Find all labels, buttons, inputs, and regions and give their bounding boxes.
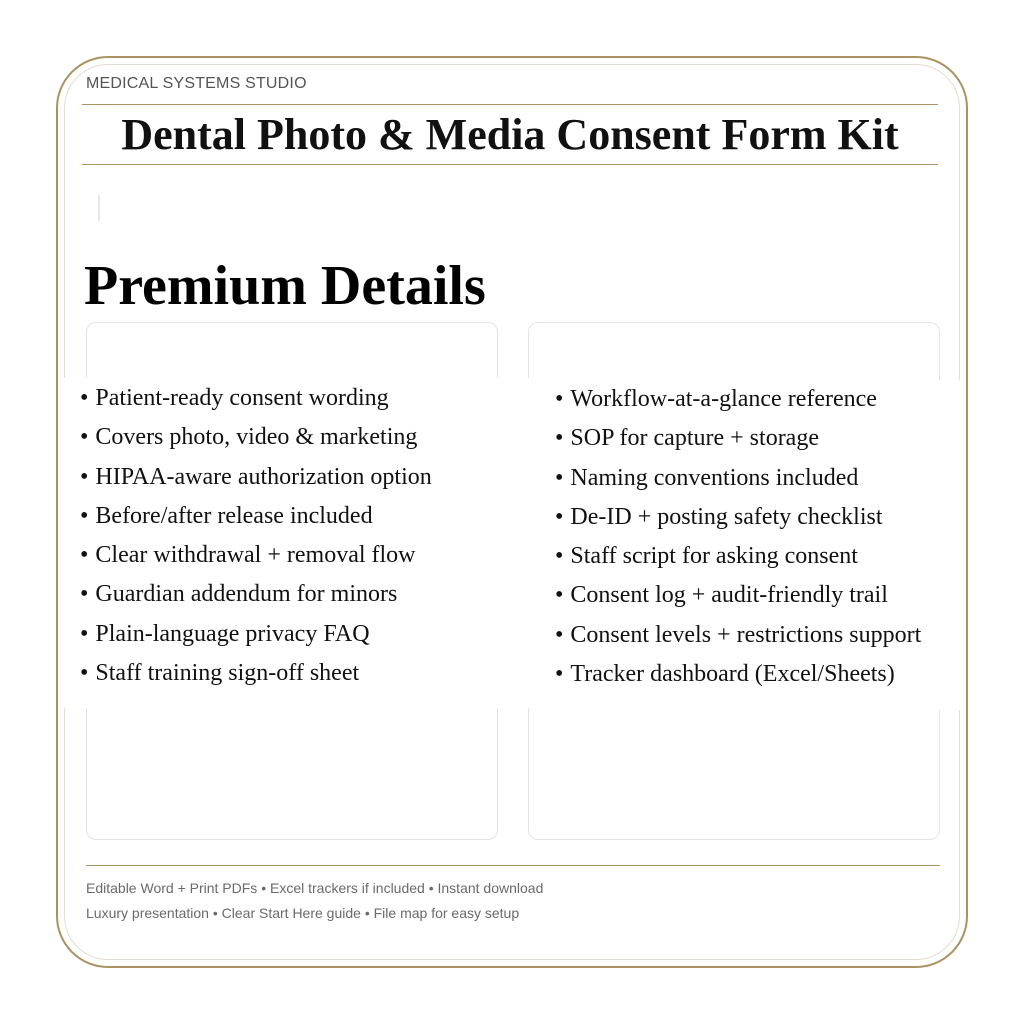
footer-line-1: Editable Word + Print PDFs • Excel trackers if included • Instant download (86, 880, 544, 896)
feature-text: Naming conventions included (570, 464, 859, 491)
feature-text: Covers photo, video & marketing (95, 424, 418, 451)
feature-text: Staff training sign-off sheet (95, 660, 360, 687)
list-item (80, 654, 432, 693)
list-item (555, 576, 921, 615)
feature-text: Consent levels + restrictions support (570, 621, 922, 648)
footer-line-2: Luxury presentation • Clear Start Here guide • File map for easy setup (86, 905, 520, 921)
feature-text: Staff script for asking consent (570, 543, 858, 570)
list-item (80, 536, 432, 575)
list-item (555, 380, 921, 419)
bullet: • (80, 424, 89, 451)
list-item (80, 575, 432, 614)
bullet: • (555, 582, 564, 609)
bullet: • (80, 660, 89, 687)
decorative-tick (98, 195, 100, 221)
feature-text: Guardian addendum for minors (95, 581, 398, 608)
bullet: • (555, 425, 564, 452)
bullet: • (555, 621, 564, 648)
bullet: • (80, 620, 89, 647)
section-heading: Premium Details (84, 255, 486, 317)
bullet: • (80, 385, 89, 411)
list-item (555, 459, 921, 498)
list-item (555, 498, 921, 537)
list-item (80, 458, 432, 497)
feature-text: De-ID + posting safety checklist (570, 503, 883, 530)
left-feature-list (80, 379, 432, 693)
feature-text: Tracker dashboard (Excel/Sheets) (570, 661, 895, 688)
bullet: • (80, 463, 89, 490)
feature-text: Before/after release included (95, 502, 373, 529)
header-top-divider (82, 104, 938, 105)
list-item (555, 537, 921, 576)
bullet: • (555, 464, 564, 491)
right-feature-list (555, 380, 921, 694)
feature-text: Clear withdrawal + removal flow (95, 542, 416, 569)
feature-text: Workflow-at-a-glance reference (570, 386, 877, 412)
footer-divider (86, 865, 940, 866)
page-title: Dental Photo & Media Consent Form Kit (121, 110, 899, 159)
bullet: • (555, 543, 564, 570)
list-item (80, 379, 432, 418)
feature-text: Patient-ready consent wording (95, 385, 389, 411)
bullet: • (555, 386, 564, 412)
list-item (80, 615, 432, 654)
bullet: • (80, 502, 89, 529)
list-item (555, 655, 921, 694)
bullet: • (555, 503, 564, 530)
bullet: • (80, 581, 89, 608)
list-item (555, 419, 921, 458)
feature-text: Consent log + audit-friendly trail (570, 582, 888, 609)
bullet: • (80, 542, 89, 569)
list-item (80, 497, 432, 536)
list-item (555, 616, 921, 655)
feature-text: SOP for capture + storage (570, 425, 819, 452)
feature-text: Plain-language privacy FAQ (95, 620, 370, 647)
studio-name: MEDICAL SYSTEMS STUDIO (86, 75, 307, 92)
feature-text: HIPAA-aware authorization option (95, 463, 432, 490)
bullet: • (555, 661, 564, 688)
list-item (80, 418, 432, 457)
header-bottom-divider (82, 164, 938, 165)
